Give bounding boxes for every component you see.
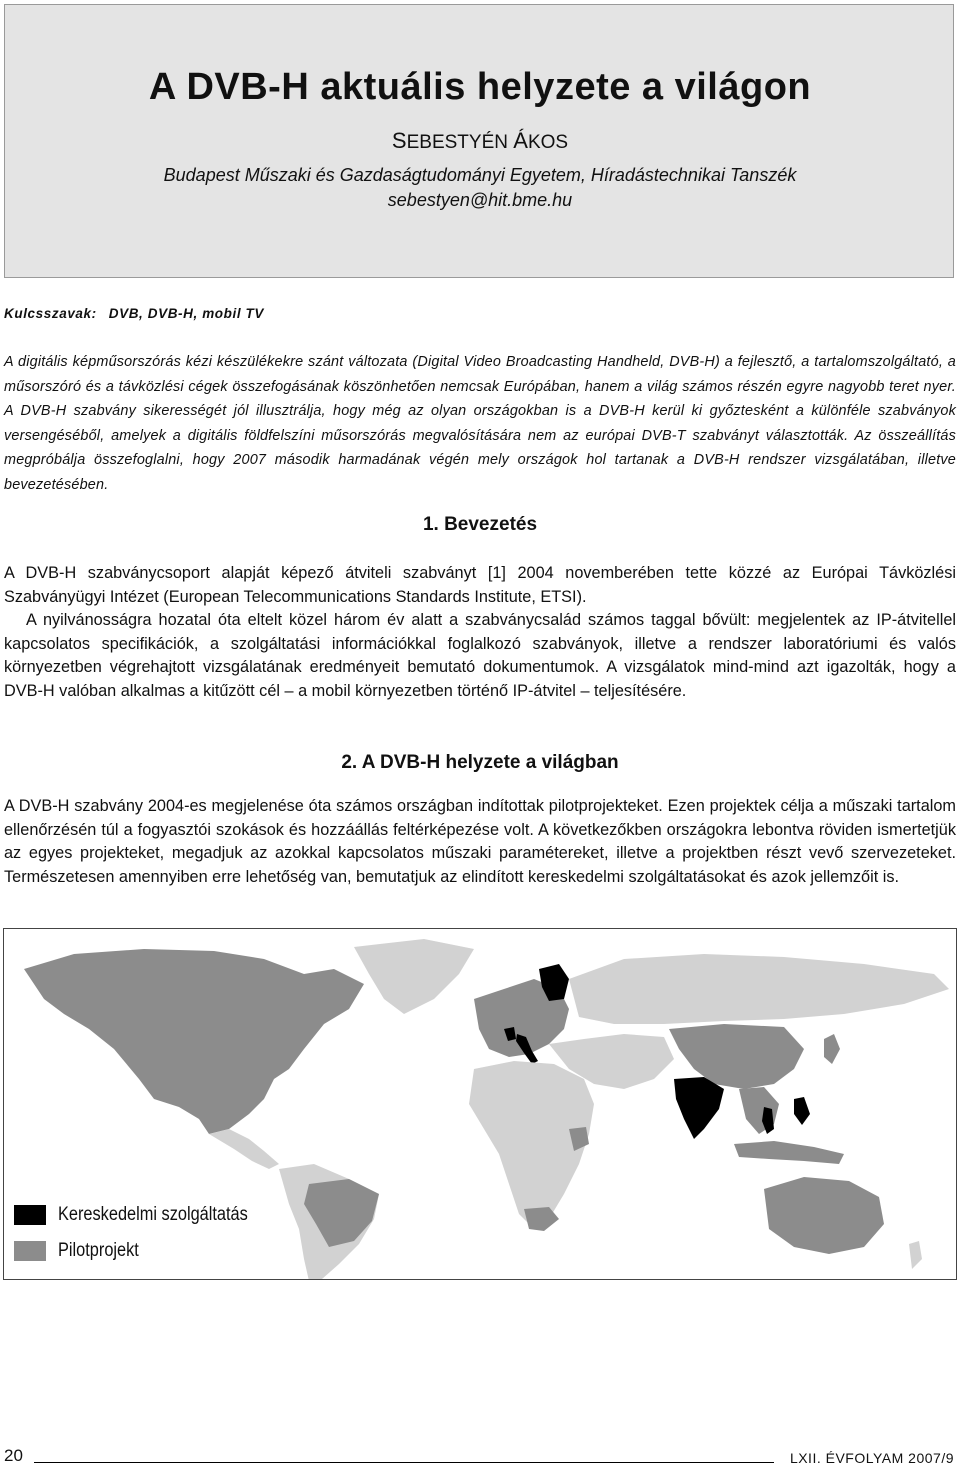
map-greenland — [354, 939, 474, 1014]
author-name — [0, 128, 960, 154]
journal-issue: LXII. ÉVFOLYAM 2007/9 — [789, 1450, 954, 1466]
keywords-values: DVB, DVB-H, mobil TV — [108, 306, 265, 321]
map-japan — [824, 1034, 840, 1064]
section-2-paragraph-1: A DVB-H szabvány 2004-es megjelenése óta számos országban indítottak pilotprojekteket. Ezen projektek célja a műszaki tartalom ellenőrzésén túl a fogyasztói szokások és hozzáállás feltérképezése volt. A következőkben országokra lebontva röviden ismertetjük az egyes projekteket, megadjuk az azokkal kapcsolatos műszaki paramétereket, illetve a projektben részt vevő szervezeteket. Természetesen amennyiben erre lehetőség van, bemutatjuk az elindított kereskedelmi szolgáltatásokat és azok jellemzőit is. — [4, 797, 956, 886]
legend-item-pilot — [14, 1240, 314, 1276]
legend-swatch-commercial — [14, 1205, 46, 1225]
author-affiliation: Budapest Műszaki és Gazdaságtudományi Egyetem, Híradástechnikai Tanszék — [163, 165, 797, 185]
author-rest-2: KOS — [527, 132, 569, 153]
map-russia — [569, 954, 949, 1024]
map-new-zealand — [909, 1241, 922, 1269]
legend-item-commercial — [14, 1204, 314, 1240]
map-indonesia — [734, 1141, 844, 1164]
author-rest-1: EBESTYÉN — [406, 132, 514, 153]
map-central-america — [209, 1129, 279, 1169]
map-india — [674, 1077, 724, 1139]
map-north-america — [24, 949, 364, 1134]
abstract: A digitális képműsorszórás kézi készülékekre szánt változata (Digital Video Broadcasting Handheld, DVB-H) a fejlesztő, a tartalomszolgáltató, a műsorszóró és a távközlési cégek összefogásának köszönhetően nemcsak Európában, hanem a világ számos részén egyre nagyobb teret nyer. A DVB-H szabvány sikerességét jól illusztrálja, hogy még az olyan országokban is a DVB-H kerül ki győztesként a különféle szabványok versengéséből, amelyek a digitális földfelszíni műsorszórás megvalósítására nem az európai DVB-T szabványt választották. Az összeállítás megpróbálja összefoglalni, hogy 2007 második harmadának végén mely országok hol tartanak a DVB-H rendszer vizsgálatában, illetve bevezetésében. — [4, 354, 956, 493]
section-1-paragraph-2: A nyilvánosságra hozatal óta eltelt közel három év alatt a szabványcsalád számos taggal bővült: megjelentek az IP-átvitellel kapcsolatos specifikációk, a szolgáltatási információkkal foglalkozó szabványok, illetve a rendszer laboratóriumi és valós környezetben végrehajtott vizsgálatának eredményeit bemutató dokumentumok. A vizsgálatok mind-mind azt igazolták, hogy a DVB-H valóban alkalmas a kitűzött cél – a mobil környezetben történő IP-átvitel – teljesítésére. — [4, 611, 956, 700]
author-email[interactable]: sebestyen@hit.bme.hu — [387, 190, 573, 210]
footer-rule — [34, 1462, 774, 1463]
legend-label-commercial: Kereskedelmi szolgáltatás — [58, 1204, 248, 1225]
section-1-title: 1. Bevezetés — [422, 514, 538, 535]
section-2-title: 2. A DVB-H helyzete a világban — [341, 752, 619, 773]
legend-label-pilot: Pilotprojekt — [58, 1240, 139, 1261]
legend-swatch-pilot — [14, 1241, 46, 1261]
map-australia — [764, 1177, 884, 1254]
keywords — [4, 306, 954, 321]
section-1-paragraph-1: A DVB-H szabványcsoport alapját képező átviteli szabványt [1] 2004 novemberében tette közzé az Európai Távközlési Szabványügyi Intézet (European Telecommunications Standards Institute, ETSI). — [4, 564, 956, 606]
article-title: A DVB-H aktuális helyzete a világon — [148, 66, 812, 108]
keywords-label: Kulcsszavak: — [4, 306, 97, 321]
author-initial-1: S — [391, 128, 407, 153]
page-number: 20 — [4, 1446, 23, 1465]
map-philippines — [794, 1097, 810, 1125]
author-initial-2: Á — [513, 128, 528, 153]
map-legend — [14, 1204, 314, 1276]
